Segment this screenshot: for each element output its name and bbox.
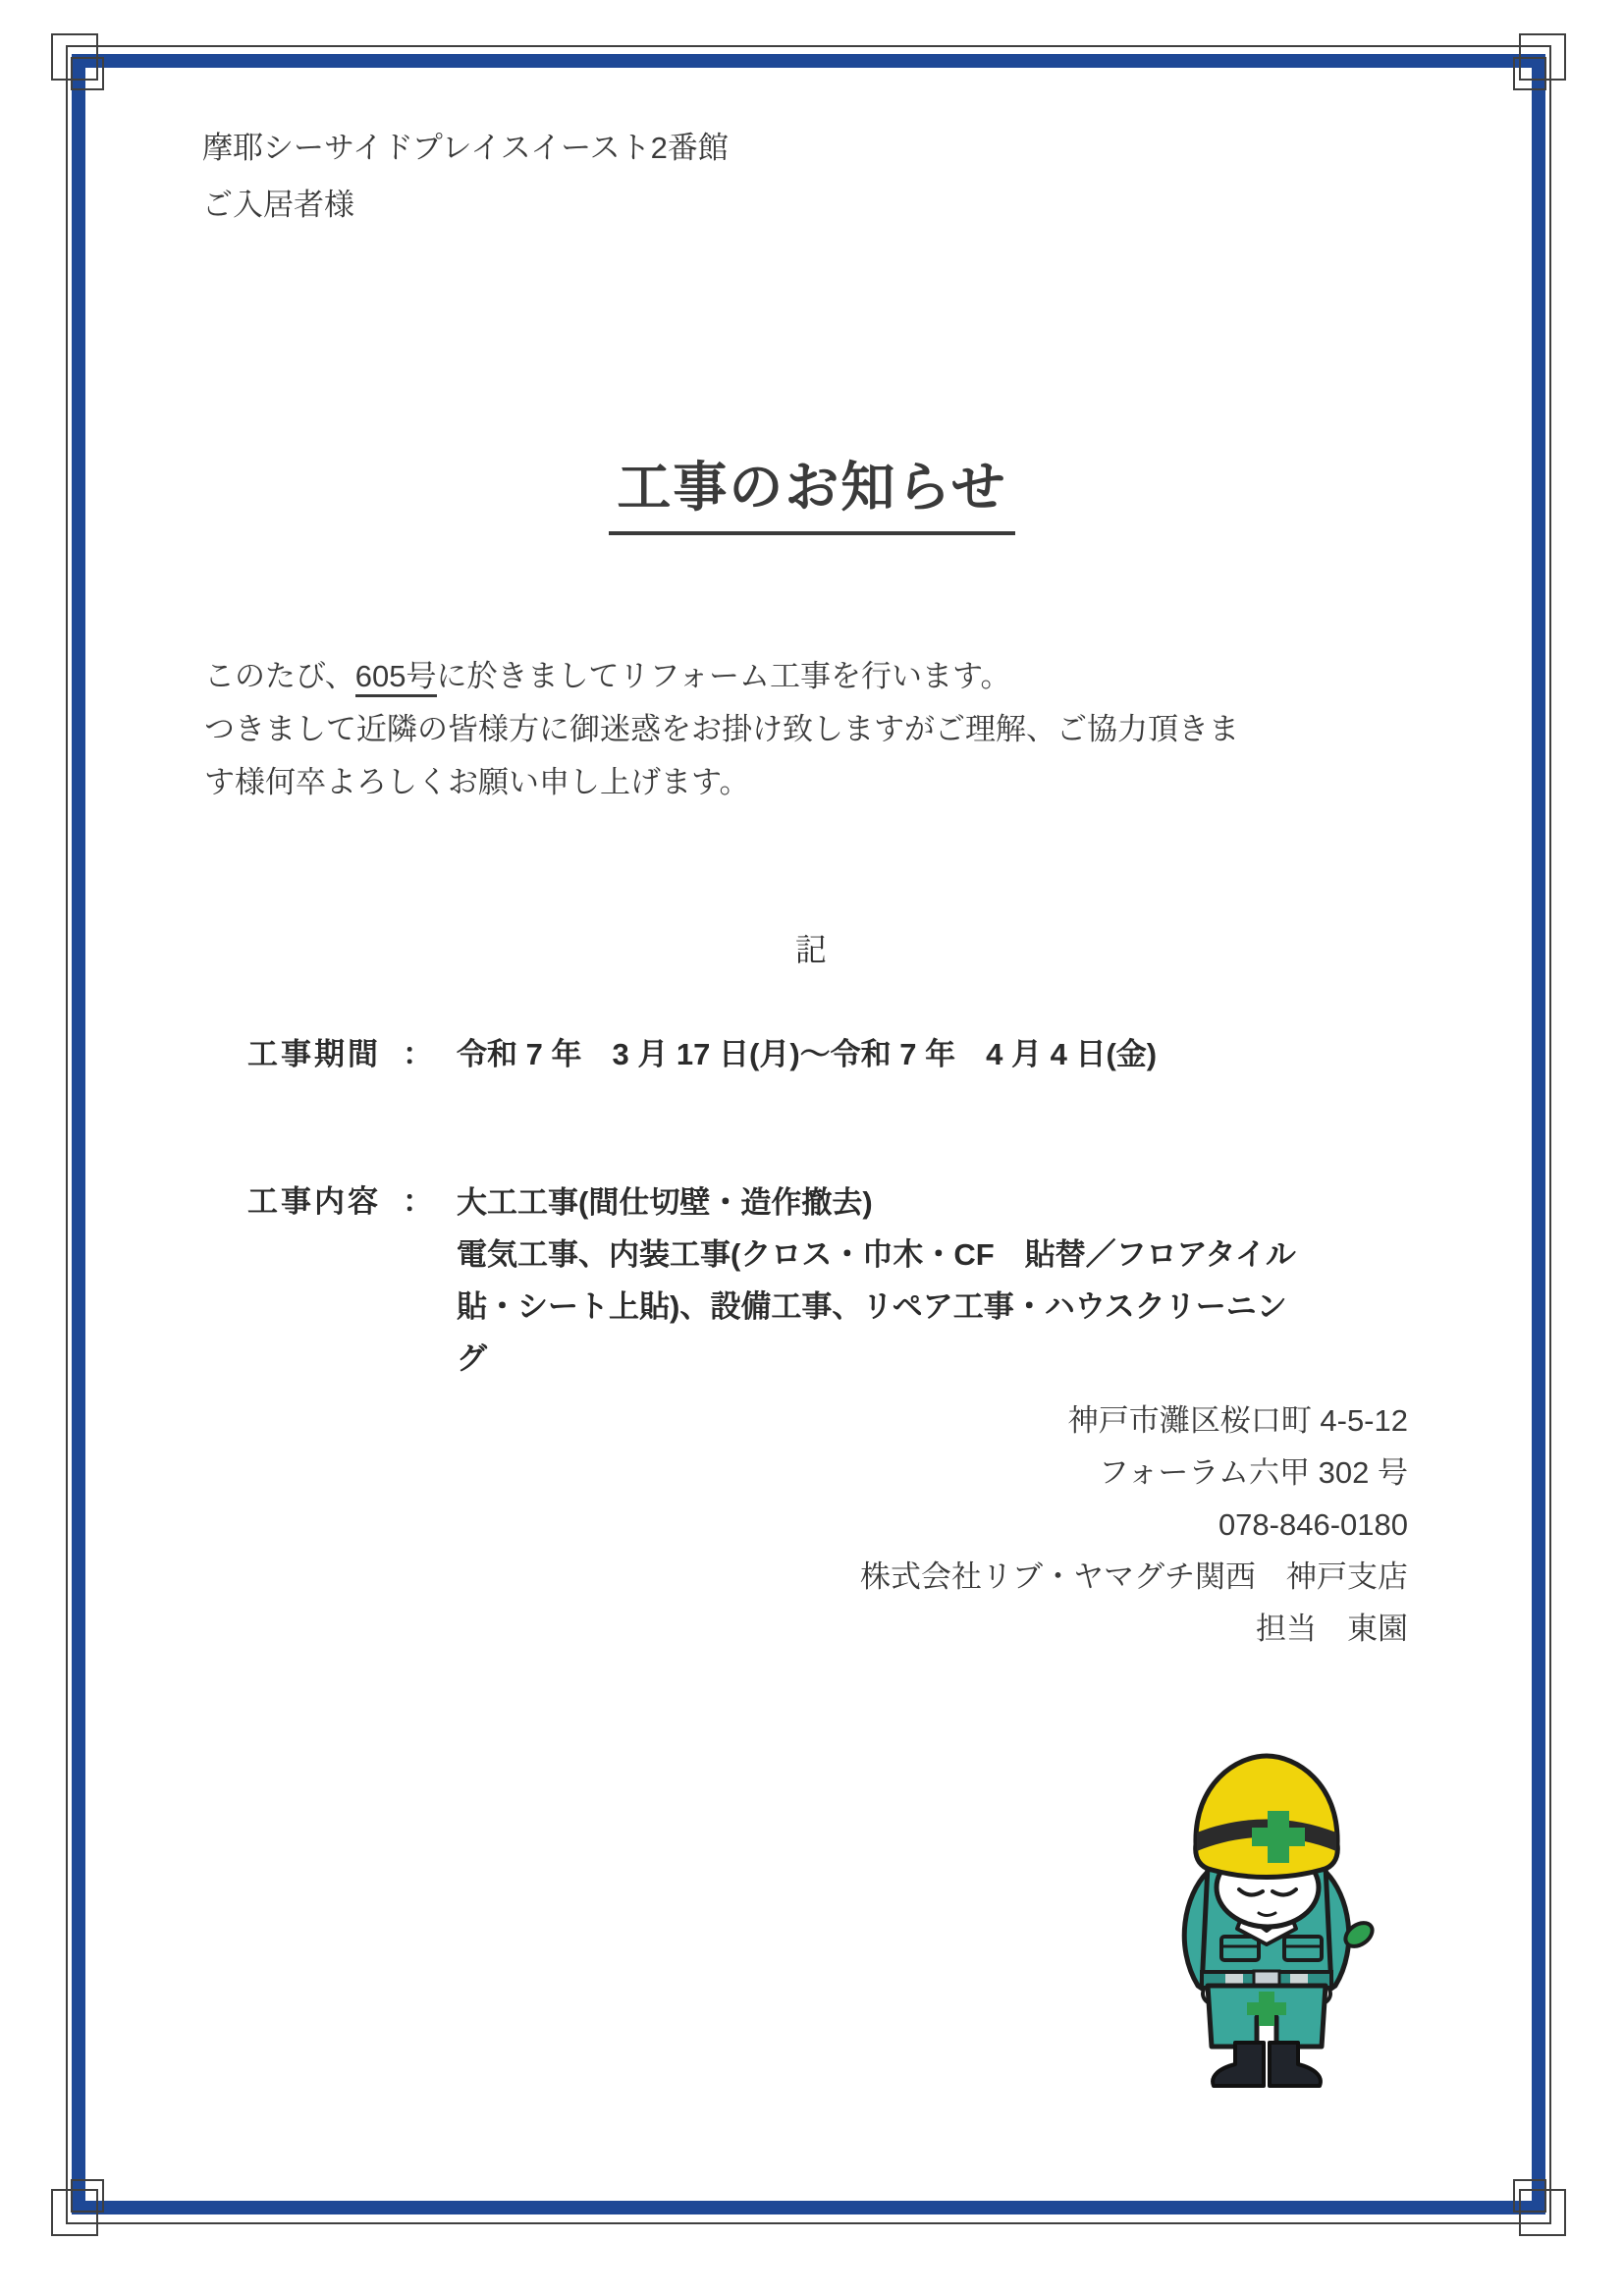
intro-line-2: つきまして近隣の皆様方に御迷惑をお掛け致しますがご理解、ご協力頂きま (204, 712, 1239, 746)
contact-address-2: フォーラム六甲 302 号 (1098, 1455, 1408, 1490)
record-mark-row (0, 925, 1624, 970)
frame-corner-ornament (1513, 2179, 1546, 2213)
contact-person: 担当 東園 (1256, 1612, 1408, 1646)
period-label: 工事期間 (247, 1037, 381, 1071)
scope-lines (457, 1176, 1296, 1385)
scope-line-3: 貼・シート上貼)、設備工事、リペア工事・ハウスクリーニン (457, 1289, 1287, 1324)
scope-line-4: グ (457, 1341, 487, 1376)
contact-company: 株式会社リブ・ヤマグチ関西 神戸支店 (860, 1559, 1408, 1594)
contact-block (860, 1394, 1408, 1655)
contact-address-1: 神戸市灘区桜口町 4-5-12 (1067, 1403, 1408, 1438)
field-construction-scope (247, 1176, 1296, 1385)
frame-corner-ornament (71, 2179, 104, 2213)
contact-phone: 078-846-0180 (1218, 1507, 1408, 1542)
scope-line-1: 大工工事(間仕切壁・造作撤去) (457, 1185, 873, 1220)
period-colon: ： (403, 1037, 433, 1071)
bowing-worker-mascot-icon (1139, 1750, 1394, 2094)
intro-line-1 (204, 650, 1481, 703)
recipient-block (202, 120, 729, 234)
intro-paragraph (204, 650, 1481, 809)
scope-label: 工事内容 (247, 1184, 381, 1219)
intro-prefix: このたび、 (204, 659, 355, 693)
page-title: 工事のお知らせ (609, 444, 1014, 535)
period-value: 令和 7 年 3 月 17 日(月)～令和 7 年 4 月 4 日(金) (457, 1037, 1158, 1071)
recipient-salutation: ご入居者様 (202, 188, 354, 222)
intro-suffix: に於きましてリフォーム工事を行います。 (436, 659, 1011, 693)
intro-line-3: す様何卒よろしくお願い申し上げます。 (204, 765, 750, 799)
unit-number: 605号 (355, 659, 437, 697)
record-mark: 記 (794, 932, 829, 967)
frame-corner-ornament (71, 57, 104, 90)
scope-colon: ： (403, 1184, 433, 1219)
title-row (0, 444, 1624, 535)
scope-line-2: 電気工事、内装工事(クロス・巾木・CF 貼替／フロアタイル (457, 1237, 1296, 1272)
bowing-worker-svg (1139, 1750, 1394, 2094)
frame-corner-ornament (1513, 57, 1546, 90)
field-construction-period (247, 1029, 1157, 1073)
recipient-building: 摩耶シーサイドプレイスイースト2番館 (202, 131, 729, 165)
